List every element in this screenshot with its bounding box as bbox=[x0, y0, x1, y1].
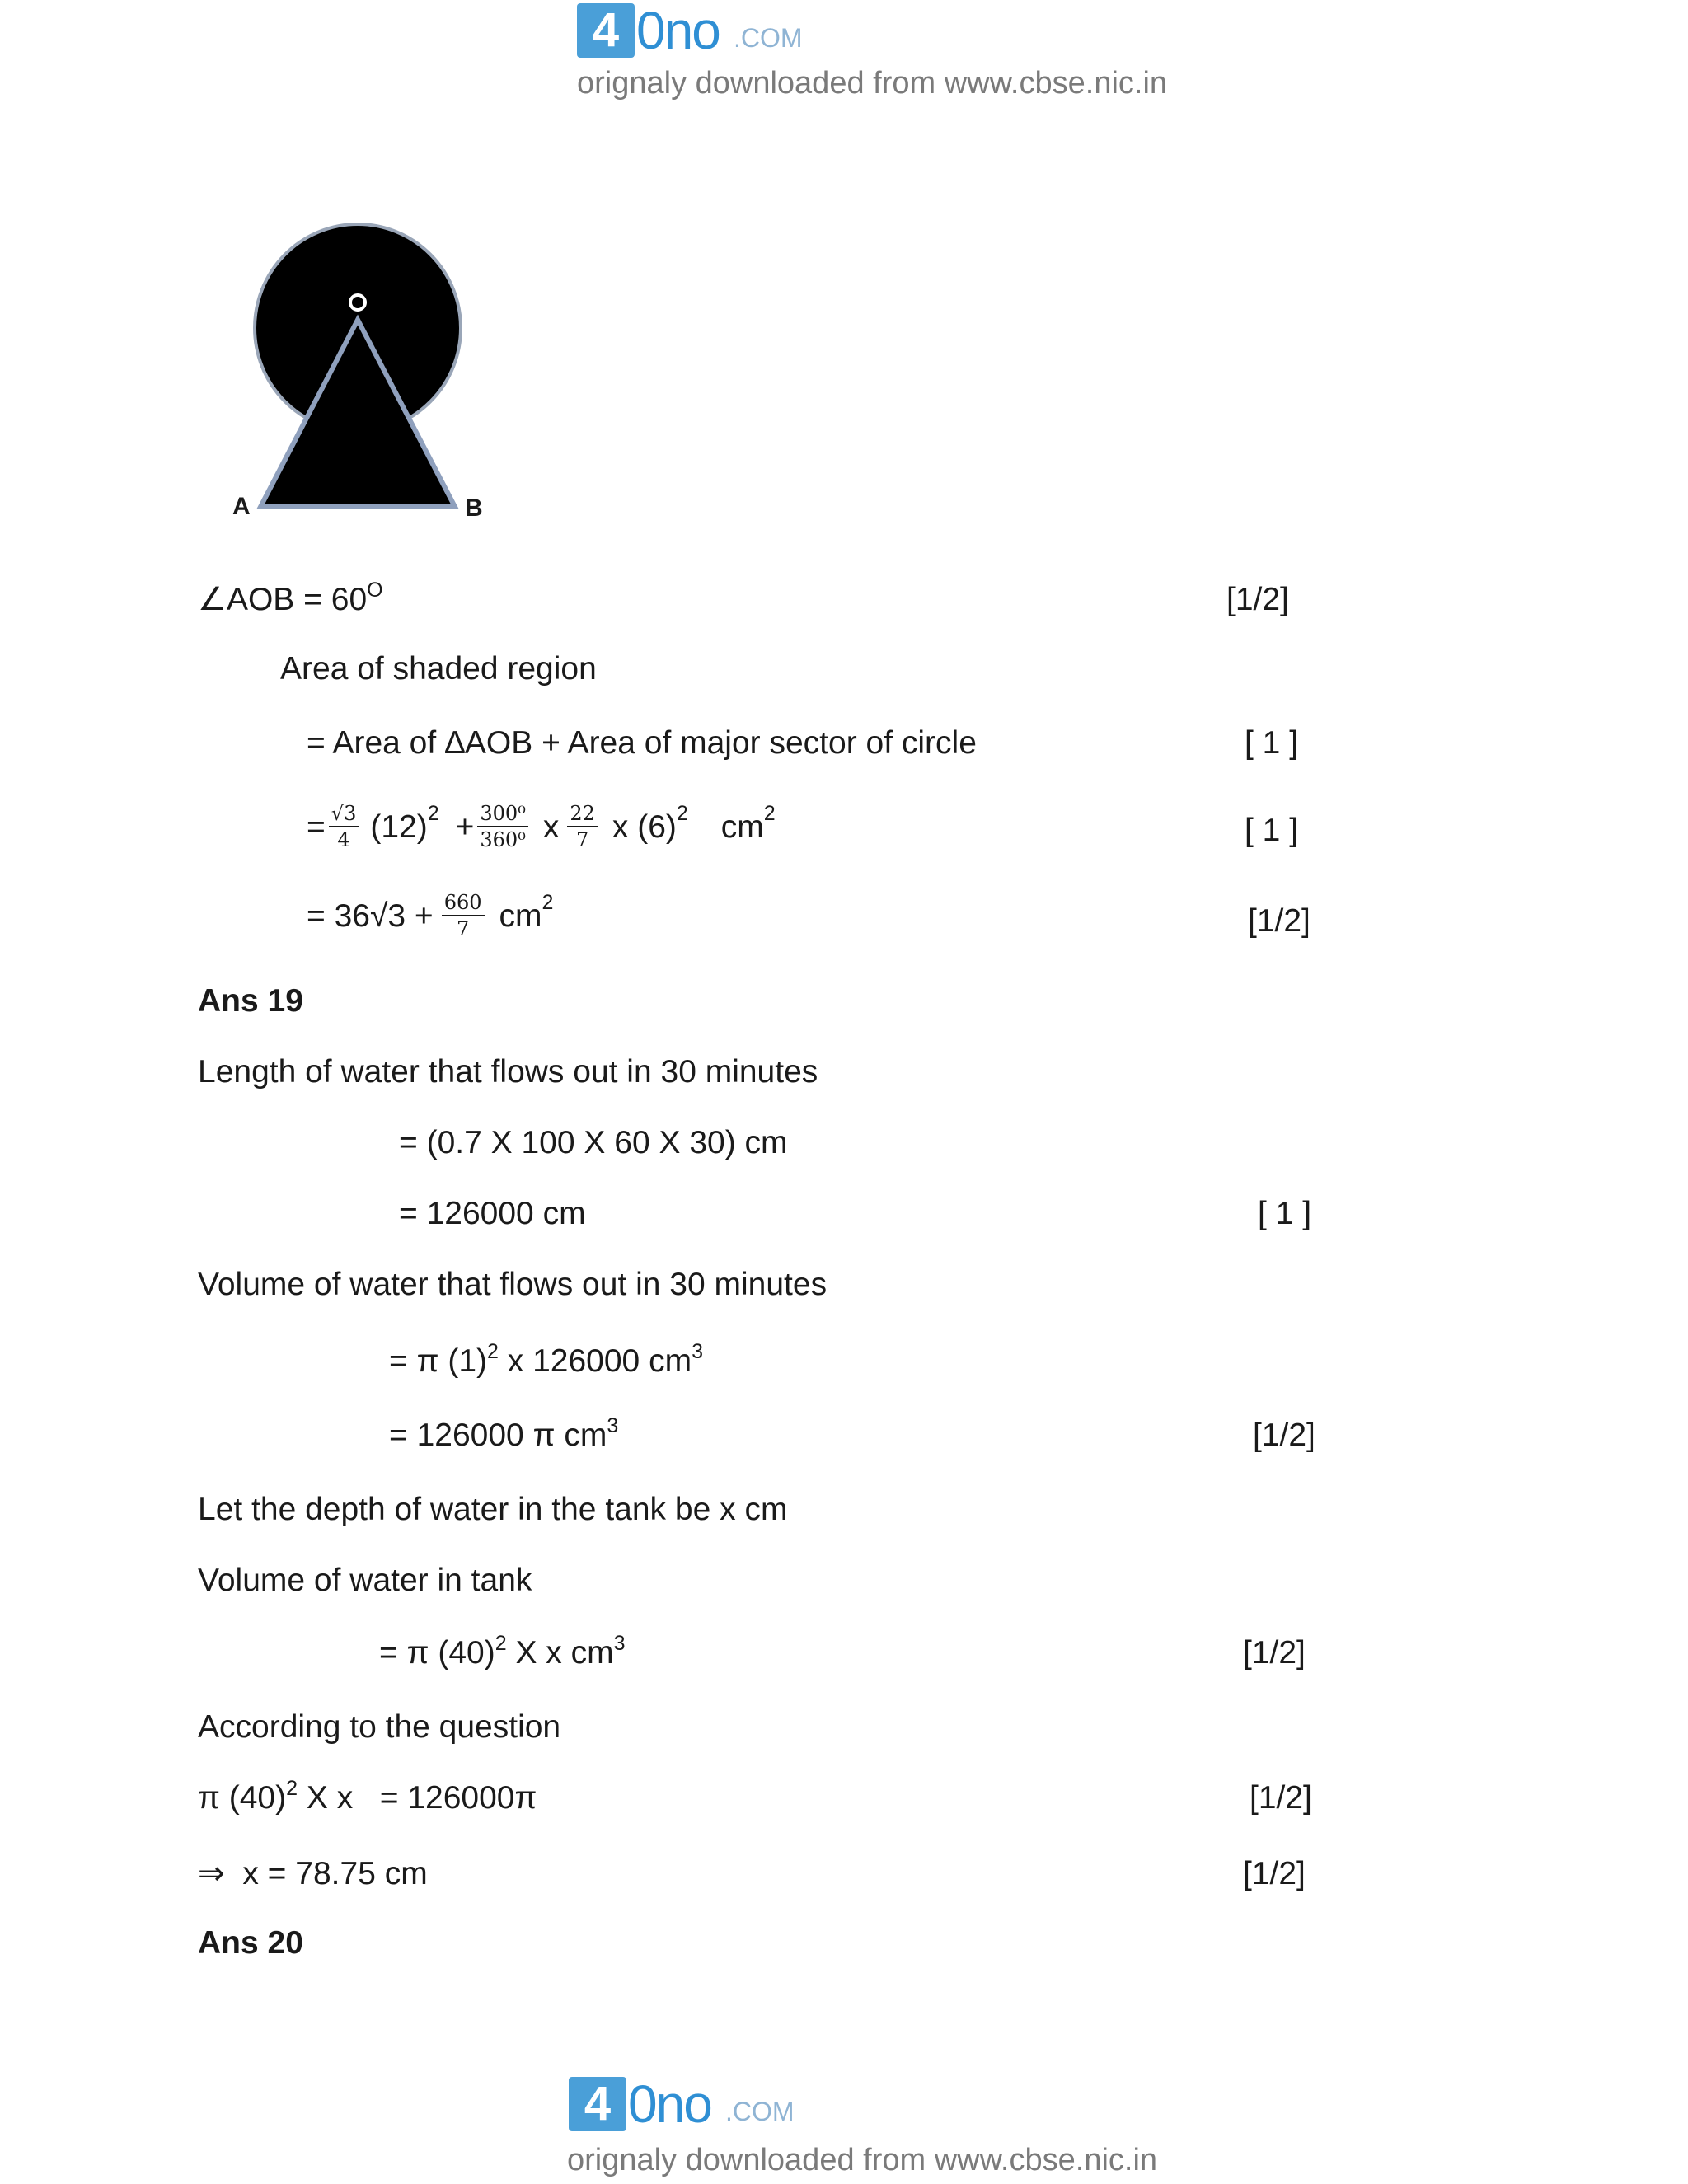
equation-mark: [1/2] bbox=[1250, 1780, 1312, 1816]
label-a: A bbox=[232, 493, 251, 520]
tank-heading: Volume of water in tank bbox=[198, 1563, 532, 1598]
circle-triangle-figure bbox=[223, 206, 503, 527]
footer-logo-number: 4 bbox=[569, 2077, 626, 2131]
fraction-22-over-7: $\frac{22}{7}$ bbox=[567, 803, 598, 851]
angle-mark: [1/2] bbox=[1226, 582, 1289, 617]
logo-wordmark: 0no bbox=[636, 1, 720, 60]
length-result: = 126000 cm bbox=[399, 1196, 586, 1231]
equation-line: π $(40)^2$ X x = 126000π bbox=[198, 1777, 537, 1816]
tank-calc-mark: [1/2] bbox=[1243, 1635, 1306, 1671]
ans20-heading: Ans 20 bbox=[198, 1925, 303, 1961]
volume-result: = 126000 π $cm^3$ bbox=[389, 1414, 619, 1453]
length-result-mark: [ 1 ] bbox=[1258, 1196, 1312, 1231]
fraction-660-over-7: $\frac{660}{7}$ bbox=[442, 892, 485, 940]
volume-result-mark: [1/2] bbox=[1253, 1418, 1315, 1453]
area-formula-mark: [ 1 ] bbox=[1245, 813, 1299, 848]
source-text: orignaly downloaded from www.cbse.nic.in bbox=[577, 66, 1168, 101]
length-heading: Length of water that flows out in 30 minutes bbox=[198, 1054, 818, 1090]
footer-watermark bbox=[0, 2069, 1688, 2184]
volume-heading: Volume of water that flows out in 30 minutes bbox=[198, 1267, 828, 1302]
fraction-root3-over-4: $\frac{√3}{4}$ bbox=[329, 803, 359, 851]
depth-let: Let the depth of water in the tank be x cm bbox=[198, 1492, 788, 1527]
formula-term2: x (6) bbox=[612, 808, 677, 845]
formula-plus: + bbox=[455, 808, 475, 845]
fraction-300-over-360: $\frac{\text{300⁰}}{\text{360⁰}}$ bbox=[477, 803, 528, 851]
footer-source-text: orignaly downloaded from www.cbse.nic.in bbox=[567, 2143, 1158, 2177]
according-line: According to the question bbox=[198, 1709, 561, 1745]
angle-text: ∠AOB = 60 bbox=[198, 582, 368, 617]
footer-logo-wordmark: 0no bbox=[628, 2074, 711, 2134]
area-sum-mark: [ 1 ] bbox=[1245, 725, 1299, 761]
ans19-heading: Ans 19 bbox=[198, 983, 303, 1019]
area-result-mark: [1/2] bbox=[1248, 903, 1311, 939]
angle-line bbox=[198, 579, 383, 617]
length-calc: = (0.7 X 100 X 60 X 30) cm bbox=[399, 1125, 788, 1160]
formula-term1: (12) bbox=[370, 808, 428, 845]
result-text: = 36√3 + bbox=[307, 898, 434, 934]
area-formula-line: = $\frac{√3}{4}$ (12) $^2$ + $\frac{\text{300⁰}}{\text{360⁰}}$ x $\frac{22}{7}$ x (6) $^2$ cm $^2$ bbox=[307, 801, 776, 851]
area-heading: Area of shaded region bbox=[280, 651, 597, 687]
header-watermark bbox=[0, 0, 1688, 107]
answer-mark: [1/2] bbox=[1243, 1856, 1306, 1891]
formula-times: x bbox=[542, 808, 560, 845]
formula-unit: cm bbox=[720, 808, 764, 845]
formula-equals: = bbox=[307, 808, 326, 845]
logo-suffix: .COM bbox=[734, 23, 803, 53]
area-result-line: = 36√3 + $\frac{660}{7}$ cm $^2$ bbox=[307, 890, 554, 940]
area-sum-line: = Area of ∆AOB + Area of major sector of circle bbox=[307, 725, 977, 761]
answer-line: ⇒ x = 78.75 cm bbox=[198, 1856, 428, 1891]
result-unit: cm bbox=[499, 898, 542, 934]
volume-calc: = π $(1)^2$ x 126000 $cm^3$ bbox=[389, 1340, 703, 1379]
tank-calc: = π $(40)^2$ X x $cm^3$ bbox=[379, 1632, 626, 1671]
label-b: B bbox=[465, 494, 483, 522]
logo-number: 4 bbox=[577, 3, 635, 58]
footer-logo bbox=[569, 2074, 816, 2135]
angle-degree: O bbox=[367, 579, 383, 602]
figure-drawing bbox=[223, 206, 503, 527]
footer-logo-suffix: .COM bbox=[725, 2097, 795, 2126]
site-logo bbox=[577, 3, 824, 61]
